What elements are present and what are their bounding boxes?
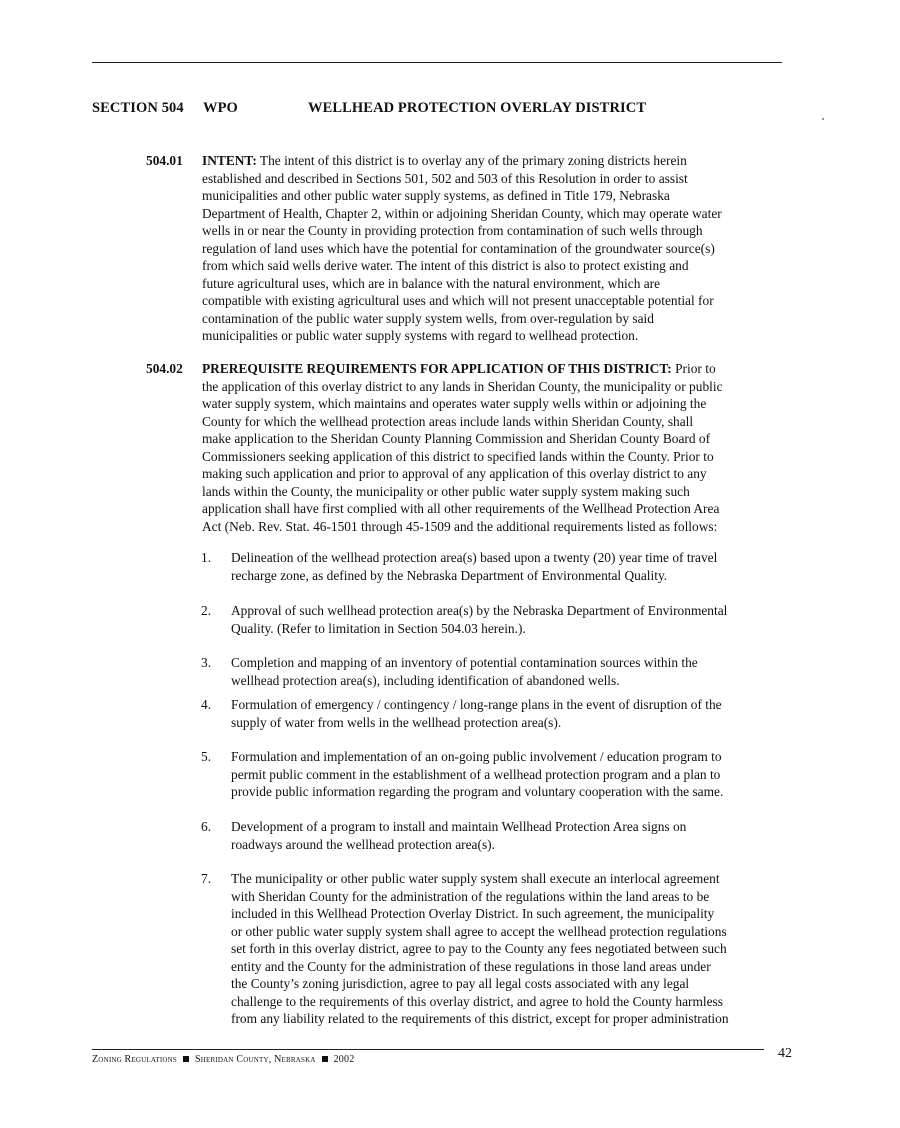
paragraph-line: making such application and prior to approval of any application of this overlay district to any [202, 466, 707, 481]
list-item-number: 4. [201, 697, 212, 712]
paragraph-line: the application of this overlay district to any lands in Sheridan County, the municipality or public [202, 378, 723, 394]
section-title: WELLHEAD PROTECTION OVERLAY DISTRICT [308, 100, 647, 116]
paragraph-line: municipalities and other public water supply systems, as defined in Title 179, Nebraska [202, 188, 670, 203]
list-item [201, 696, 801, 731]
list-item-line: Formulation of emergency / contingency / long-range plans in the event of disruption of the [231, 697, 722, 712]
paragraph-lead: INTENT: [202, 153, 257, 168]
paragraph-line: municipalities or public water supply systems with regard to wellhead protection. [202, 328, 639, 343]
list-item-line: the County’s zoning jurisdiction, agree to pay all legal costs associated with any legal [231, 976, 690, 991]
list-item-number: 2. [201, 603, 212, 618]
list-item-number: 5. [201, 749, 212, 764]
list-item [201, 549, 801, 584]
footer-document-title: Zoning Regulations [92, 1054, 177, 1065]
list-item-line: roadways around the wellhead protection area(s). [231, 836, 495, 852]
list-item-line: entity and the County for the administration of these regulations in those land areas under [231, 958, 711, 974]
list-item-line: Completion and mapping of an inventory of potential contamination sources within the [231, 655, 698, 670]
square-bullet-icon [183, 1056, 189, 1062]
paragraph-line: Department of Health, Chapter 2, within or adjoining Sheridan County, which may operate water [202, 205, 722, 221]
paragraph-line: from which said wells derive water. The intent of this district is also to protect existing and [202, 258, 689, 273]
scan-speck [822, 118, 824, 120]
paragraph-line: lands within the County, the municipality or other public water supply system making such [202, 483, 690, 499]
paragraph-line: application shall have first complied with all other requirements of the Wellhead Protection Area [202, 501, 720, 516]
paragraph-line: compatible with existing agricultural uses and which will not present unacceptable potential for [202, 293, 714, 308]
paragraph-line: make application to the Sheridan County Planning Commission and Sheridan County Board of [202, 431, 711, 446]
list-item [201, 870, 801, 1028]
paragraph-line: wells in or near the County in providing protection from contamination of such wells through [202, 223, 703, 238]
footer-year: 2002 [333, 1054, 355, 1065]
paragraph-line: future agricultural uses, which are in balance with the natural environment, which are [202, 275, 661, 291]
list-item-number: 1. [201, 550, 212, 565]
list-item-line: challenge to the requirements of this overlay district, and agree to hold the County harmless [231, 993, 723, 1009]
list-item-line: The municipality or other public water supply system shall execute an interlocal agreement [231, 871, 720, 886]
list-item-line: Delineation of the wellhead protection area(s) based upon a twenty (20) year time of travel [231, 550, 718, 565]
paragraph-line: Act (Neb. Rev. Stat. 46-1501 through 45-1509 and the additional requirements listed as follows: [202, 518, 718, 534]
paragraph-number: 504.01 [146, 153, 183, 168]
list-item-line: with Sheridan County for the administration of the regulations within the land areas to be [231, 888, 710, 904]
list-item-line: or other public water supply system shall agree to accept the wellhead protection regulations [231, 923, 727, 939]
list-item [201, 602, 801, 637]
footer-county: Sheridan County, Nebraska [194, 1054, 316, 1065]
list-item-line: Quality. (Refer to limitation in Section 504.03 herein.). [231, 620, 526, 636]
paragraph-line: contamination of the public water supply system wells, from over-regulation by said [202, 310, 654, 326]
paragraph-line: Commissioners seeking application of this district to specified lands within the County. Prior to [202, 448, 714, 464]
paragraph-line: water supply system, which maintains and operates water supply wells within or adjoining the [202, 396, 707, 411]
section-number: SECTION 504 [92, 100, 184, 116]
list-item [201, 748, 801, 801]
list-item-line: wellhead protection area(s), including identification of abandoned wells. [231, 672, 620, 688]
header-rule [92, 62, 782, 63]
list-item-line: set forth in this overlay district, agree to pay to the County any fees negotiated between such [231, 941, 727, 956]
list-item-line: supply of water from wells in the wellhead protection area(s). [231, 714, 562, 730]
list-item-line: provide public information regarding the program and voluntary cooperation with the same. [231, 784, 724, 799]
paragraph-504-02 [146, 360, 791, 535]
list-item-line: Development of a program to install and maintain Wellhead Protection Area signs on [231, 819, 687, 834]
paragraph-body [202, 360, 791, 535]
list-item [201, 818, 801, 853]
page-footer [92, 1054, 354, 1065]
paragraph-line: INTENT: The intent of this district is to overlay any of the primary zoning districts herein [202, 153, 687, 168]
square-bullet-icon [322, 1056, 328, 1062]
list-item-line: permit public comment in the establishment of a wellhead protection program and a plan to [231, 766, 721, 782]
list-item [201, 654, 801, 689]
paragraph-line: PREREQUISITE REQUIREMENTS FOR APPLICATION OF THIS DISTRICT: Prior to [202, 361, 716, 376]
paragraph-lead: PREREQUISITE REQUIREMENTS FOR APPLICATION OF THIS DISTRICT: [202, 361, 672, 376]
list-item-number: 3. [201, 655, 212, 670]
paragraph-body [202, 152, 791, 345]
paragraph-number: 504.02 [146, 361, 183, 376]
list-item-line: included in this Wellhead Protection Overlay District. In such agreement, the municipality [231, 906, 715, 921]
list-item-line: Formulation and implementation of an on-going public involvement / education program to [231, 749, 722, 764]
paragraph-504-01 [146, 152, 791, 345]
section-abbreviation: WPO [203, 100, 238, 116]
list-item-line: Approval of such wellhead protection area(s) by the Nebraska Department of Environmental [231, 603, 728, 618]
paragraph-line: County for which the wellhead protection areas include lands within Sheridan County, shall [202, 413, 694, 429]
paragraph-line: established and described in Sections 501, 502 and 503 of this Resolution in order to assist [202, 170, 688, 186]
list-item-line: from any liability related to the requirements of this district, except for proper administration [231, 1011, 729, 1026]
footer-rule [92, 1049, 764, 1050]
page-number: 42 [778, 1046, 792, 1061]
list-item-number: 6. [201, 819, 212, 834]
paragraph-line: regulation of land uses which have the potential for contamination of the groundwater source(s) [202, 240, 715, 256]
list-item-number: 7. [201, 871, 212, 886]
list-item-line: recharge zone, as defined by the Nebraska Department of Environmental Quality. [231, 567, 668, 583]
